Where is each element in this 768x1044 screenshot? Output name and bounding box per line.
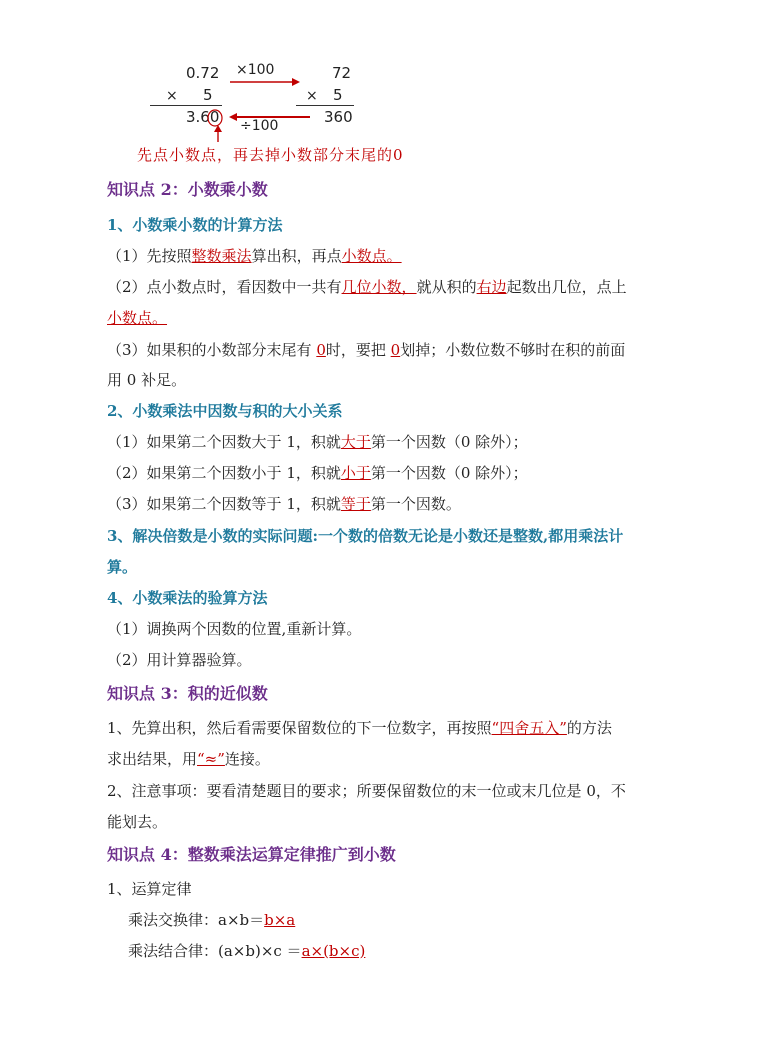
left-result: 3.60 (186, 108, 220, 126)
k3-p2: 2、注意事项：要看清楚题目的要求；所要保留数位的末一位或末几位是 0，不 (107, 782, 626, 800)
k4-law1: 乘法交换律：a×b＝b×a (128, 911, 296, 929)
arrow-left-head (229, 113, 237, 121)
circled-zero: 0 (209, 108, 220, 126)
left-top-number: 0.72 (186, 64, 220, 82)
left-multiply-sign: × (166, 88, 178, 104)
diagram-note: 先点小数点，再去掉小数部分末尾的0 (137, 146, 404, 164)
k2-s2-p1: （1）如果第二个因数大于 1，积就大于第一个因数（0 除外）； (107, 433, 528, 451)
left-multiplier: 5 (203, 86, 213, 104)
right-multiply-sign: × (306, 88, 318, 104)
arrow-bottom-label: ÷100 (240, 118, 279, 134)
k3-p1: 1、先算出积，然后看需要保留数位的下一位数字，再按照“四舍五入”的方法 (107, 719, 612, 737)
k2-s4-title: 4、小数乘法的验算方法 (107, 589, 268, 607)
arrow-right-head (292, 78, 300, 86)
k2-s2-p2: （2）如果第二个因数小于 1，积就小于第一个因数（0 除外）； (107, 464, 528, 482)
k2-s1-p3-cont: 用 0 补足。 (107, 371, 187, 389)
k2-s1-p2-cont: 小数点。 (107, 309, 168, 327)
calculation-diagram (0, 0, 768, 170)
k2-s1-p3: （3）如果积的小数部分末尾有 0时，要把 0划掉；小数位数不够时在积的前面 (107, 341, 626, 359)
k2-s1-p1: （1）先按照整数乘法算出积，再点小数点。 (107, 247, 402, 265)
k2-s1-p2: （2）点小数点时，看因数中一共有几位小数，就从积的右边起数出几位，点上 (107, 278, 627, 296)
k4-law2: 乘法结合律：(a×b)×c ＝a×(b×c) (128, 942, 366, 960)
k4-s1-title: 1、运算定律 (107, 880, 192, 898)
right-result: 360 (324, 108, 353, 126)
k2-s2-title: 2、小数乘法中因数与积的大小关系 (107, 402, 343, 420)
zero-circle (208, 110, 222, 126)
k3-p2-cont: 能划去。 (107, 813, 168, 831)
k2-s4-p1: （1）调换两个因数的位置,重新计算。 (107, 620, 362, 638)
k4-title: 知识点 4：整数乘法运算定律推广到小数 (107, 845, 396, 864)
k2-s2-p3: （3）如果第二个因数等于 1，积就等于第一个因数。 (107, 495, 461, 513)
k2-s4-p2: （2）用计算器验算。 (107, 651, 252, 669)
right-top-number: 72 (332, 64, 352, 82)
arrow-top-label: ×100 (236, 62, 275, 78)
k3-title: 知识点 3：积的近似数 (107, 684, 268, 703)
k2-s3-title-cont: 算。 (107, 558, 138, 576)
right-multiplier: 5 (333, 86, 343, 104)
k2-title: 知识点 2：小数乘小数 (107, 180, 268, 199)
k2-s1-title: 1、小数乘小数的计算方法 (107, 216, 283, 234)
k2-s3-title: 3、解决倍数是小数的实际问题:一个数的倍数无论是小数还是整数,都用乘法计 (107, 527, 624, 545)
k3-p1-cont: 求出结果，用“≈”连接。 (107, 750, 270, 768)
